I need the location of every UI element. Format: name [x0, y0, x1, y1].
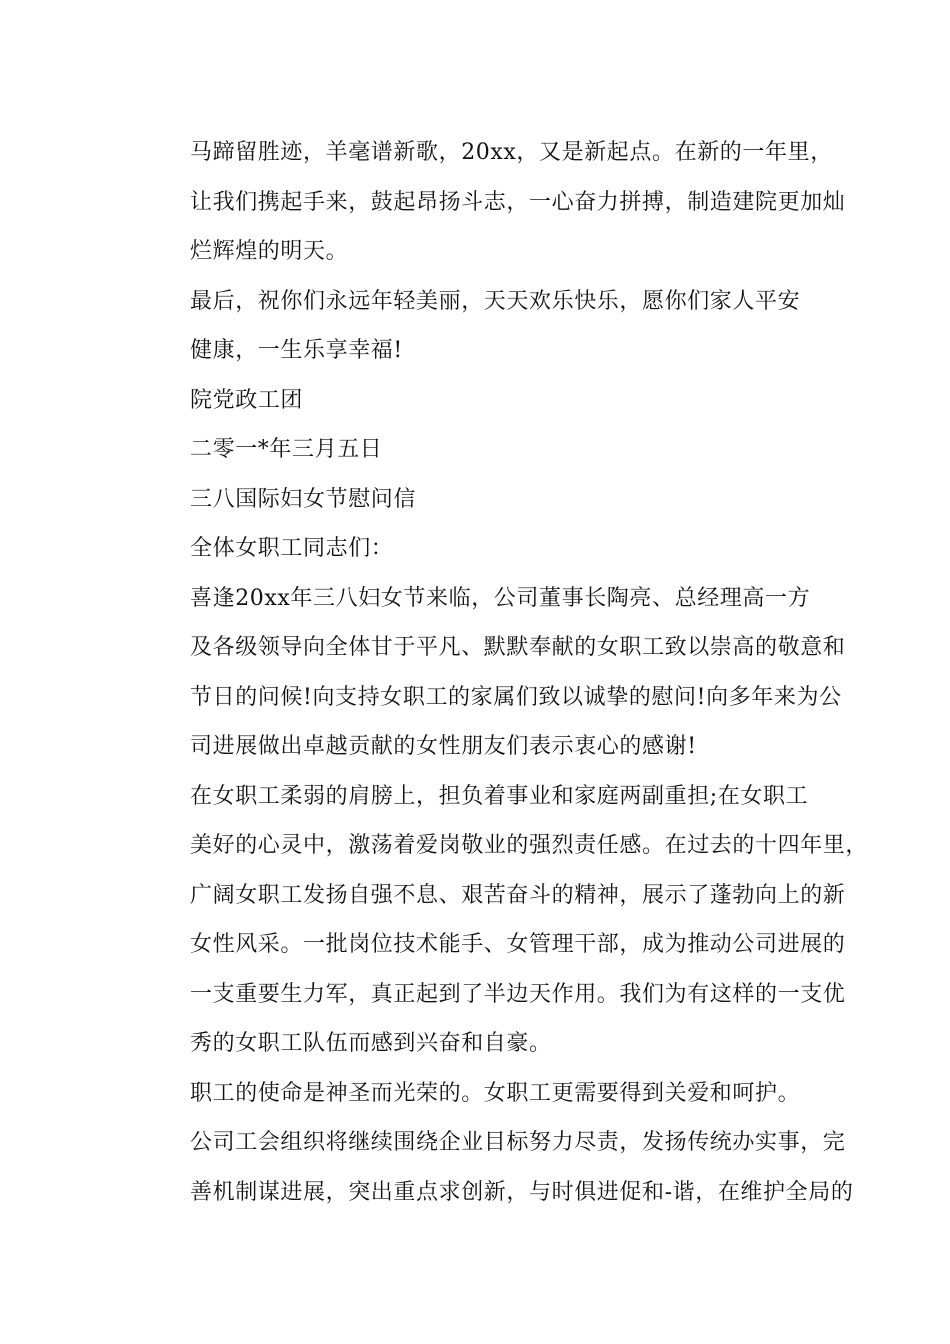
text-line: 广阔女职工发扬自强不息、艰苦奋斗的精神，展示了蓬勃向上的新 — [190, 882, 846, 908]
text-line: 善机制谋进展，突出重点求创新，与时俱进促和-谐，在维护全局的 — [190, 1179, 854, 1205]
text-line: 最后，祝你们永远年轻美丽，天天欢乐快乐，愿你们家人平安 — [190, 288, 801, 314]
text-line: 马蹄留胜迹，羊毫谱新歌，20xx，又是新起点。在新的一年里， — [190, 140, 833, 165]
text-line: 让我们携起手来，鼓起昂扬斗志，一心奋力拼搏，制造建院更加灿 — [190, 189, 846, 215]
text-line: 秀的女职工队伍而感到兴奋和自豪。 — [190, 1031, 552, 1056]
text-line: 及各级领导向全体甘于平凡、默默奉献的女职工致以崇高的敬意和 — [190, 635, 846, 660]
text-line: 节日的问候!向支持女职工的家属们致以诚挚的慰问!向多年来为公 — [190, 684, 842, 710]
text-line: 在女职工柔弱的肩膀上，担负着事业和家庭两副重担;在女职工 — [190, 783, 809, 809]
text-line: 美好的心灵中，激荡着爱岗敬业的强烈责任感。在过去的十四年里， — [190, 833, 869, 858]
text-line: 健康，一生乐享幸福! — [190, 338, 403, 363]
text-line: 职工的使命是神圣而光荣的。女职工更需要得到关爱和呵护。 — [190, 1080, 801, 1106]
text-line: 一支重要生力军，真正起到了半边天作用。我们为有这样的一支优 — [190, 981, 846, 1007]
text-line: 院党政工团 — [190, 387, 304, 413]
text-line: 公司工会组织将继续围绕企业目标努力尽责，发扬传统办实事，完 — [190, 1130, 846, 1155]
text-line: 二零一*年三月五日 — [190, 437, 383, 462]
signature-date — [147, 425, 837, 475]
document-body — [147, 128, 869, 1217]
text-line: 烂辉煌的明天。 — [190, 239, 349, 264]
paragraph-greetings — [147, 574, 846, 772]
paragraph-mission — [147, 1069, 854, 1218]
paragraph-new-year — [147, 128, 846, 277]
text-line: 司进展做出卓越贡献的女性朋友们表示衷心的感谢! — [190, 734, 697, 759]
text-line: 全体女职工同志们： — [190, 536, 394, 561]
letter-title — [147, 475, 837, 525]
signature-organization — [147, 376, 837, 426]
letter-salutation — [147, 524, 837, 574]
text-line: 女性风采。一批岗位技术能手、女管理干部，成为推动公司进展的 — [190, 932, 846, 957]
paragraph-wishes — [147, 277, 837, 376]
text-line: 喜逢20xx年三八妇女节来临，公司董事长陶亮、总经理高一方 — [190, 585, 811, 611]
text-line: 三八国际妇女节慰问信 — [190, 486, 417, 512]
paragraph-achievements — [147, 772, 869, 1069]
